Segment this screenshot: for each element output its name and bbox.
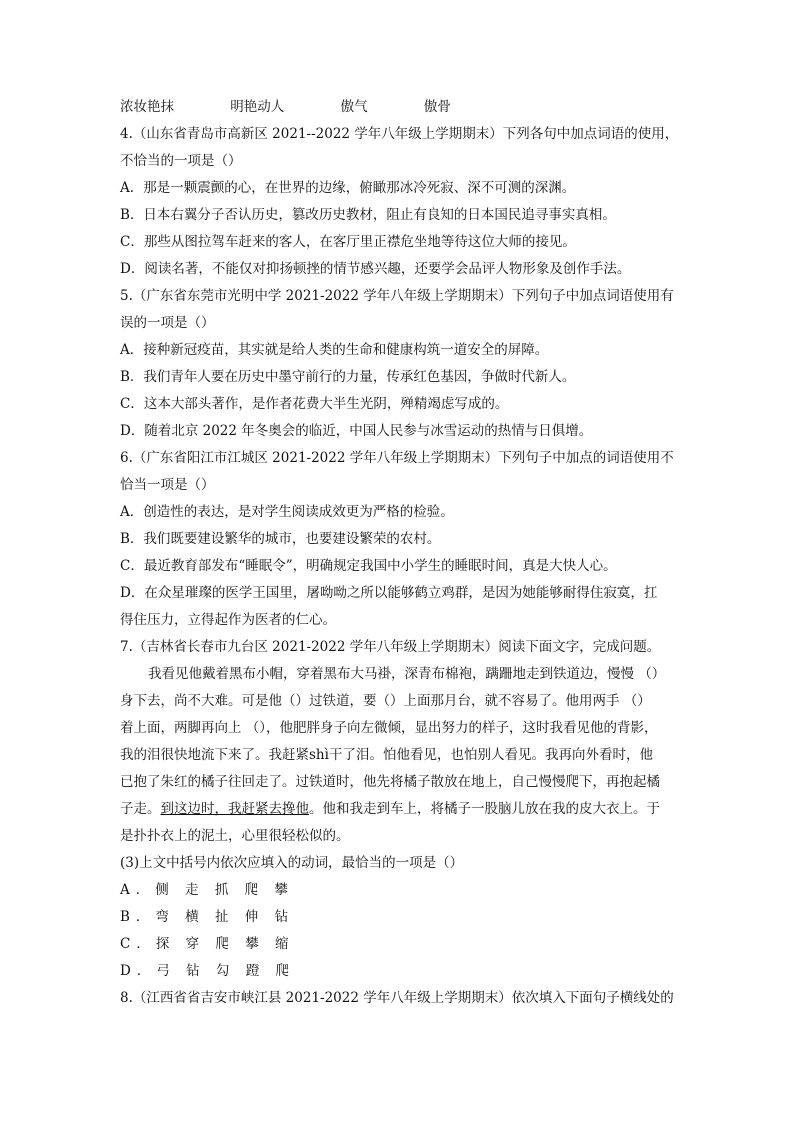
question-6 [120, 445, 680, 634]
passage-line [120, 796, 680, 823]
question-stem: 恰当一项是（） [120, 477, 215, 493]
word-choice: 傲气 [340, 99, 368, 115]
underlined-sentence: 到这边时，我赶紧去搀他 [160, 801, 309, 817]
word-choice: 浓妆艳抹 [120, 99, 174, 115]
option-a: A．那是一颗震颤的心，在世界的边缘，俯瞰那冰冷死寂、深不可测的深渊。 [120, 180, 576, 196]
option-c: C．探 穿 爬 攀 缩 [120, 936, 295, 952]
option-d-continued: 得住压力，立得起作为医者的仁心。 [120, 612, 336, 628]
passage-line: 我看见他戴着黑布小帽，穿着黑布大马褂，深青布棉袍，蹒跚地走到铁道边，慢慢 （） [148, 666, 666, 682]
word-choices-row [120, 94, 680, 121]
option-c: C．这本大部头著作，是作者花费大半生光阴，殚精竭虑写成的。 [120, 396, 509, 412]
passage-text: 。他和我走到车上，将橘子一股脑儿放在我的皮大衣上。于 [309, 801, 660, 817]
question-stem: 4.（山东省青岛市高新区 2021--2022 学年八年级上学期期末）下列各句中加点词语的使用， [120, 126, 679, 142]
question-stem: 不恰当的一项是（） [120, 153, 242, 169]
passage-line: 是扑扑衣上的泥土，心里很轻松似的。 [120, 828, 350, 844]
option-a: A．创造性的表达，是对学生阅读成效更为严格的检验。 [120, 504, 454, 520]
option-d: D．阅读名著，不能仅对抑扬顿挫的情节感兴趣，还要学会品评人物形象及创作手法。 [120, 261, 631, 277]
option-b: B．我们青年人要在历史中墨守前行的力量，传承红色基因，争做时代新人。 [120, 369, 576, 385]
option-c: C．最近教育部发布“睡眠令”，明确规定我国中小学生的睡眠时间，真是大快人心。 [120, 558, 617, 574]
question-stem: 6.（广东省阳江市江城区 2021-2022 学年八年级上学期期末）下列句子中加点的词语使用不 [120, 450, 674, 466]
question-stem: 5.（广东省东莞市光明中学 2021-2022 学年八年级上学期期末）下列句子中加点词语使用有 [120, 288, 674, 304]
word-choice: 傲骨 [423, 99, 451, 115]
option-a: A．接种新冠疫苗，其实就是给人类的生命和健康构筑一道安全的屏障。 [120, 342, 549, 358]
question-8 [120, 985, 680, 1012]
passage-line: 着上面，两脚再向上 （），他肥胖身子向左微倾，显出努力的样子，这时我看见他的背影， [120, 720, 658, 736]
question-stem: 误的一项是（） [120, 315, 215, 331]
option-d: D．在众星璀璨的医学王国里，屠呦呦之所以能够鹤立鸡群，是因为她能够耐得住寂寞，扛 [120, 585, 658, 601]
passage-text: 子走。 [120, 801, 161, 817]
question-7 [120, 634, 680, 985]
passage-line: 已抱了朱红的橘子往回走了。过铁道时，他先将橘子散放在地上，自己慢慢爬下，再抱起橘 [120, 774, 660, 790]
option-d: D．随着北京 2022 年冬奥会的临近，中国人民参与冰雪运动的热情与日俱增。 [120, 423, 593, 439]
option-c: C．那些从图拉驾车赶来的客人，在客厅里正襟危坐地等待这位大师的接见。 [120, 234, 576, 250]
question-stem: 8.（江西省省吉安市峡江县 2021-2022 学年八年级上学期期末）依次填入下面句子横线处的 [120, 990, 674, 1006]
option-b: B．我们既要建设繁华的城市，也要建设繁荣的农村。 [120, 531, 441, 547]
passage-line: 身下去，尚不大难。可是他（）过铁道，要（）上面那月台，就不容易了。他用两手 （） [120, 693, 651, 709]
passage-line: 我的泪很快地流下来了。我赶紧shì干了泪。怕他看见，也怕别人看见。我再向外看时，他 [120, 747, 653, 763]
sub-question: (3)上文中括号内依次应填入的动词，最恰当的一项是（） [120, 855, 464, 871]
question-stem: 7.（吉林省长春市九台区 2021-2022 学年八年级上学期期末）阅读下面文字，完成问题。 [120, 639, 661, 655]
option-d: D．弓 钻 勾 蹬 爬 [120, 963, 295, 979]
option-a: A．侧 走 抓 爬 攀 [120, 882, 294, 898]
option-b: B．弯 横 扯 伸 钻 [120, 909, 295, 925]
question-4 [120, 121, 680, 283]
word-choice: 明艳动人 [230, 99, 285, 115]
document-page [120, 94, 680, 1012]
option-b: B．日本右翼分子否认历史，篡改历史教材，阻止有良知的日本国民追寻事实真相。 [120, 207, 616, 223]
question-5 [120, 283, 680, 445]
